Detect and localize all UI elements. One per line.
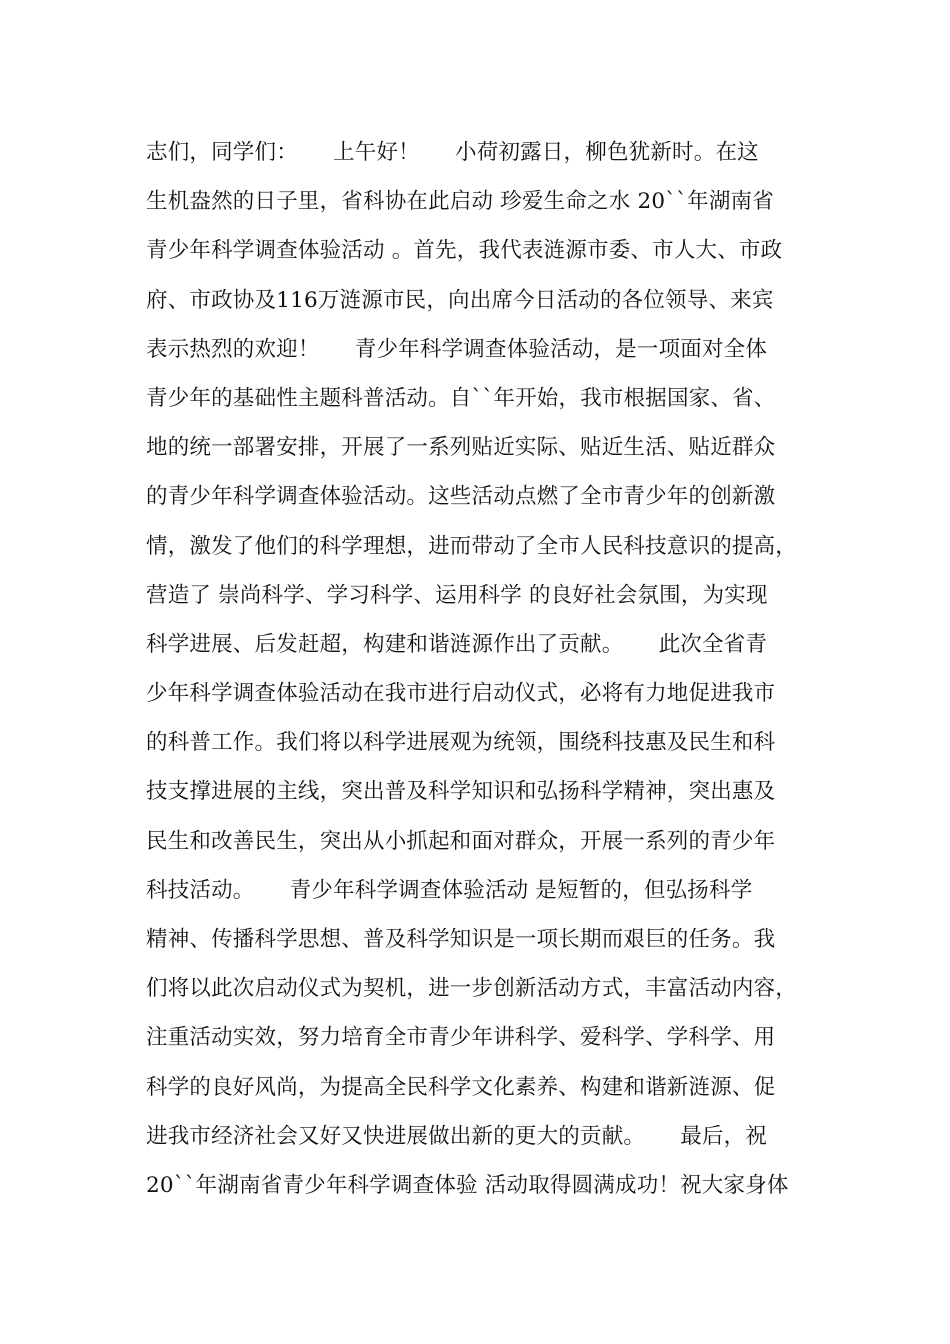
text-line: 府、市政协及116万涟源市民，向出席今日活动的各位领导、来宾	[146, 287, 774, 313]
text-line: 科技活动。 青少年科学调查体验活动 是短暂的，但弘扬科学	[146, 877, 753, 903]
text-line: 注重活动实效，努力培育全市青少年讲科学、爱科学、学科学、用	[146, 1025, 776, 1051]
text-line: 青少年科学调查体验活动 。首先，我代表涟源市委、市人大、市政	[146, 238, 783, 264]
text-line: 地的统一部署安排，开展了一系列贴近实际、贴近生活、贴近群众	[146, 435, 776, 461]
text-line: 精神、传播科学思想、普及科学知识是一项长期而艰巨的任务。我	[146, 927, 776, 952]
text-line: 少年科学调查体验活动在我市进行启动仪式，必将有力地促进我市	[146, 681, 776, 707]
text-line: 科学进展、后发赶超，构建和谐涟源作出了贡献。 此次全省青	[146, 631, 768, 657]
text-line: 志们，同学们： 上午好！ 小荷初露日，柳色犹新时。在这	[146, 140, 759, 165]
text-line: 的青少年科学调查体验活动。这些活动点燃了全市青少年的创新激	[146, 484, 776, 510]
text-line: 科学的良好风尚，为提高全民科学文化素养、构建和谐新涟源、促	[146, 1074, 776, 1100]
text-line: 民生和改善民生，突出从小抓起和面对群众，开展一系列的青少年	[146, 828, 776, 854]
text-line: 情，激发了他们的科学理想，进而带动了全市人民科技意识的提高，	[146, 533, 798, 559]
text-line: 表示热烈的欢迎！ 青少年科学调查体验活动，是一项面对全体	[146, 336, 768, 362]
text-line: 们将以此次启动仪式为契机，进一步创新活动方式，丰富活动内容，	[146, 976, 798, 1002]
text-line: 20``年湖南省青少年科学调查体验 活动取得圆满成功！祝大家身体	[146, 1172, 789, 1198]
text-line: 青少年的基础性主题科普活动。自``年开始，我市根据国家、省、	[146, 385, 776, 411]
text-line: 进我市经济社会又好又快进展做出新的更大的贡献。 最后，祝	[146, 1123, 768, 1149]
speech-text-body	[146, 133, 826, 1215]
text-line: 的科普工作。我们将以科学进展观为统领，围绕科技惠及民生和科	[146, 730, 776, 756]
text-line: 生机盎然的日子里，省科协在此启动 珍爱生命之水 20``年湖南省	[146, 189, 774, 215]
text-line: 营造了 崇尚科学、学习科学、运用科学 的良好社会氛围，为实现	[146, 582, 768, 608]
text-line: 技支撑进展的主线，突出普及科学知识和弘扬科学精神，突出惠及	[146, 779, 776, 805]
